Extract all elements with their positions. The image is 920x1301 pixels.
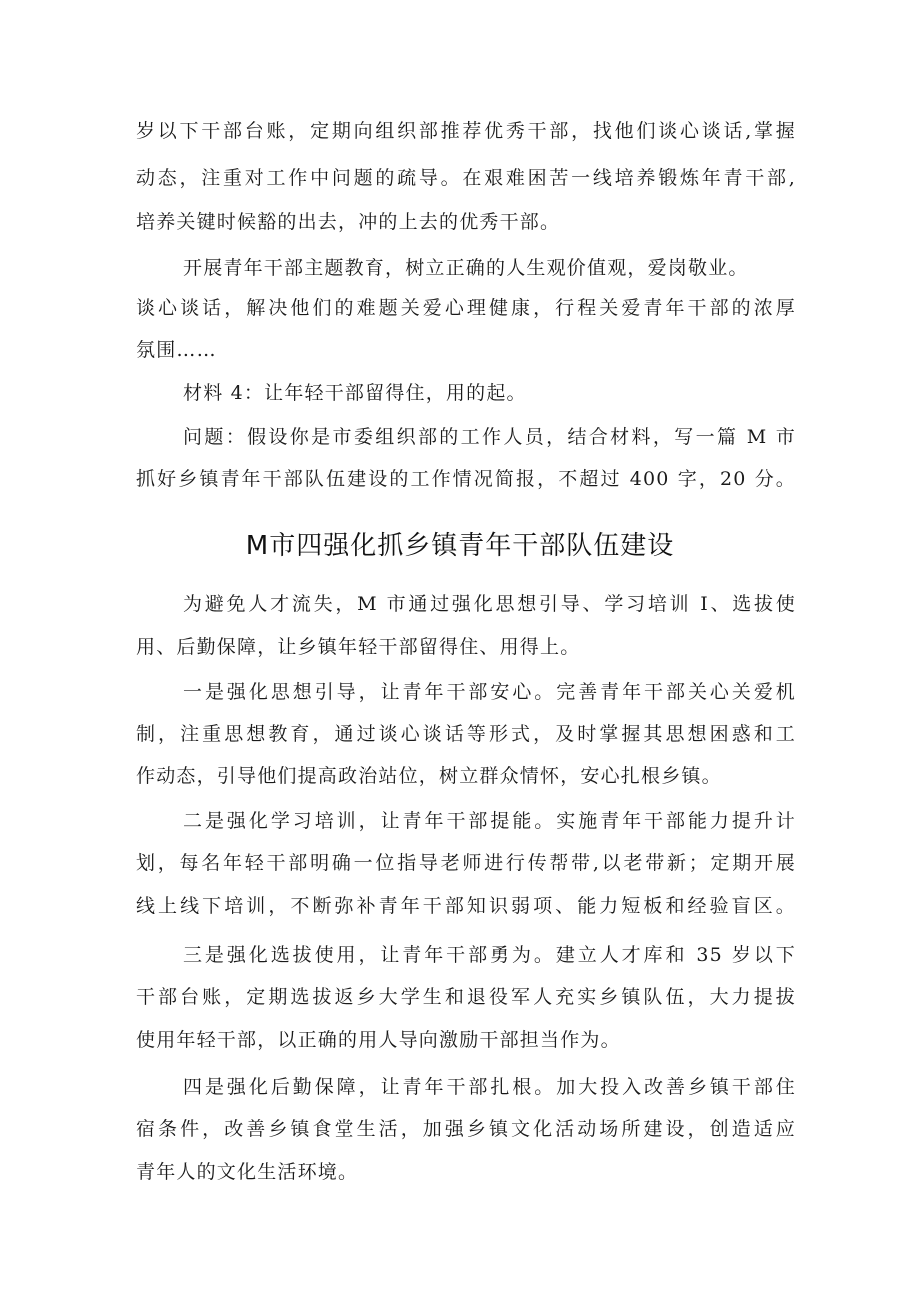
article-line-1: 为避免人才流失，M 市通过强化思想引导、学习培训 I、选拔使 — [183, 593, 796, 615]
article-line-14: 青年人的文化生活环境。 — [136, 1161, 359, 1183]
article-line-8: 线上线下培训，不断弥补青年干部知识弱项、能力短板和经验盲区。 — [136, 895, 796, 917]
article-line-4: 制，注重思想教育，通过谈心谈话等形式，及时掌握其思想困惑和工 — [136, 723, 796, 745]
article-line-9: 三是强化选拔使用，让青年干部勇为。建立人才库和 35 岁以下 — [183, 944, 796, 966]
material-4-line: 材料 4：让年轻干部留得住，用的起。 — [183, 382, 527, 404]
question-line-2: 抓好乡镇青年干部队伍建设的工作情况简报，不超过 400 字，20 分。 — [136, 468, 796, 490]
article-line-13: 宿条件，改善乡镇食堂生活，加强乡镇文化活动场所建设，创造适应 — [136, 1118, 796, 1140]
article-title: M市四强化抓乡镇青年干部队伍建设 — [245, 531, 675, 561]
intro-line-6: 氛围…… — [136, 339, 217, 361]
article-line-5: 作动态，引导他们提高政治站位，树立群众情怀，安心扎根乡镇。 — [136, 765, 722, 787]
question-line-1: 问题：假设你是市委组织部的工作人员，结合材料，写一篇 M 市 — [183, 426, 796, 448]
article-line-6: 二是强化学习培训，让青年干部提能。实施青年干部能力提升计 — [183, 810, 796, 832]
article-line-12: 四是强化后勤保障，让青年干部扎根。加大投入改善乡镇干部住 — [183, 1076, 796, 1098]
article-line-7: 划，每名年轻干部明确一位指导老师进行传帮带,以老带新；定期开展 — [136, 852, 796, 874]
intro-line-1: 岁以下干部台账，定期向组织部推荐优秀干部，找他们谈心谈话,掌握 — [136, 120, 796, 142]
intro-line-3: 培养关键时候豁的出去，冲的上去的优秀干部。 — [136, 211, 561, 233]
article-line-3: 一是强化思想引导，让青年干部安心。完善青年干部关心关爱机 — [183, 681, 796, 703]
intro-line-4: 开展青年干部主题教育，树立正确的人生观价值观，爱岗敬业。 — [183, 257, 749, 279]
intro-line-5: 谈心谈话，解决他们的难题关爱心理健康，行程关爱青年干部的浓厚 — [136, 297, 796, 319]
article-line-2: 用、后勤保障，让乡镇年轻干部留得住、用得上。 — [136, 636, 581, 658]
article-line-11: 使用年轻干部，以正确的用人导向激励干部担当作为。 — [136, 1029, 621, 1051]
article-line-10: 干部台账，定期选拔返乡大学生和退役军人充实乡镇队伍，大力提拔 — [136, 986, 796, 1008]
intro-line-2: 动态，注重对工作中问题的疏导。在艰难困苦一线培养锻炼年青干部, — [136, 167, 796, 189]
